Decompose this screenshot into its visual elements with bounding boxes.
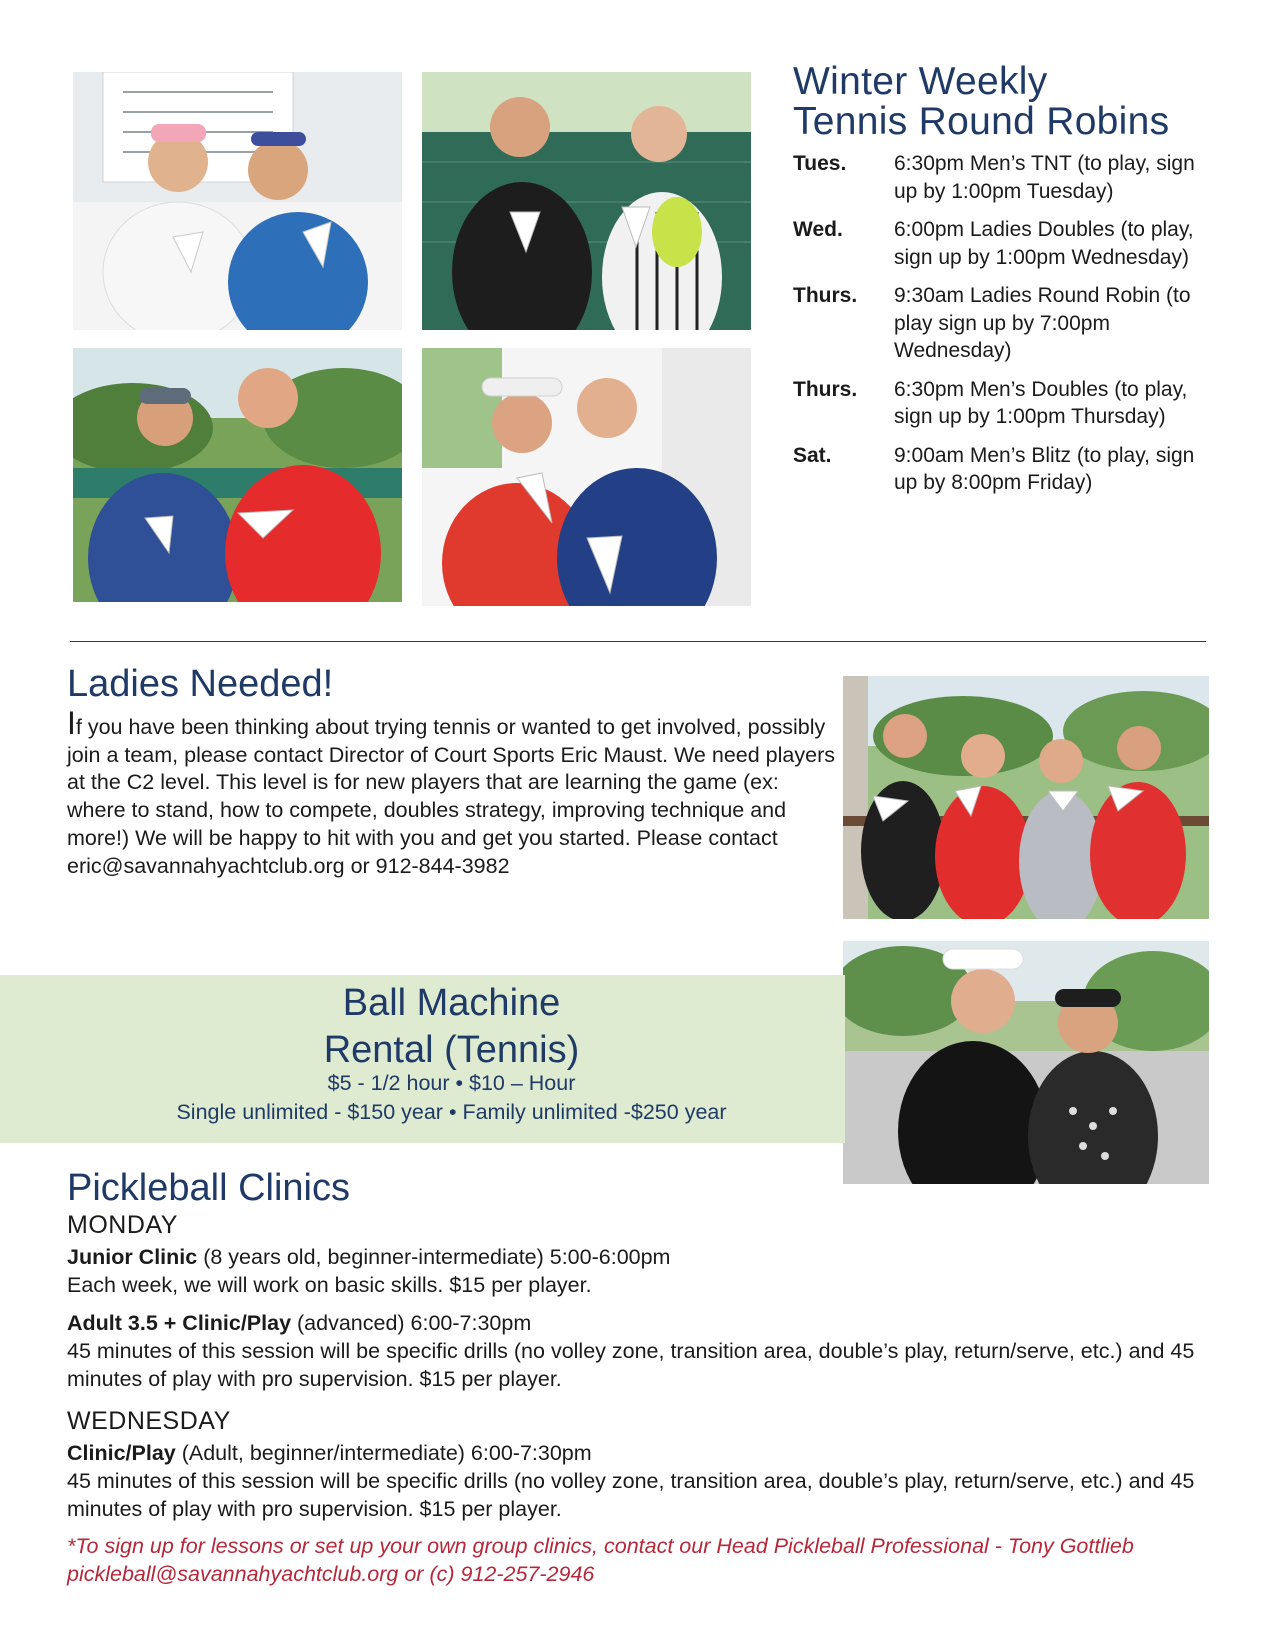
- schedule-day: Wed.: [793, 218, 843, 241]
- ladies-needed-body: [67, 705, 837, 880]
- ball-machine-title: [0, 980, 903, 1074]
- ball-machine-title-line1: Ball Machine: [342, 982, 561, 1024]
- junior-clinic-description: Each week, we will work on basic skills. $15 per player.: [67, 1273, 592, 1297]
- clinic-play-description: 45 minutes of this session will be specific drills (no volley zone, transition area, double’s play, return/serve, etc.) and 45 minutes of play with pro supervision. $15 per player.: [67, 1469, 1195, 1521]
- adult-clinic-line: [67, 1310, 1217, 1338]
- adult-clinic-description: 45 minutes of this session will be specific drills (no volley zone, transition area, double’s play, return/serve, etc.) and 45 minutes of play with pro supervision. $15 per player.: [67, 1339, 1195, 1391]
- photo-four-women-bunting: [843, 676, 1209, 919]
- photo-two-women-bunting-3: [422, 348, 751, 606]
- schedule-detail: 6:30pm Men’s Doubles (to play, sign up by 1:00pm Thursday): [894, 377, 1188, 428]
- photo-two-women-bunting-1: [73, 72, 402, 330]
- clinic-play-detail: (Adult, beginner/intermediate) 6:00-7:30pm: [175, 1441, 592, 1465]
- junior-clinic-label: Junior Clinic: [67, 1245, 198, 1269]
- junior-clinic-line: [67, 1244, 1217, 1272]
- photo-two-men-bunting: [73, 348, 402, 602]
- schedule-detail: 9:30am Ladies Round Robin (to play sign up by 7:00pm Wednesday): [894, 284, 1191, 362]
- ball-machine-price-line2: Single unlimited - $150 year • Family unlimited -$250 year: [176, 1100, 727, 1124]
- winter-round-robins-title: [793, 62, 1169, 142]
- schedule-detail: 6:30pm Men’s TNT (to play, sign up by 1:00pm Tuesday): [894, 152, 1195, 203]
- schedule-row: [793, 150, 1213, 205]
- schedule-row: [793, 216, 1213, 271]
- schedule-day: Thurs.: [793, 377, 858, 401]
- ladies-needed-title: Ladies Needed!: [67, 663, 334, 705]
- photo-two-women-bunting-2: [422, 72, 751, 330]
- round-robin-schedule: [793, 150, 1213, 508]
- monday-heading: MONDAY: [67, 1211, 178, 1239]
- section-divider: [70, 641, 1206, 642]
- schedule-day: Tues.: [793, 152, 847, 175]
- pickleball-clinics-title: Pickleball Clinics: [67, 1167, 350, 1209]
- junior-clinic-detail: (8 years old, beginner-intermediate) 5:00-6:00pm: [197, 1245, 671, 1269]
- drop-cap: I: [67, 705, 76, 741]
- wednesday-heading: WEDNESDAY: [67, 1407, 231, 1435]
- clinic-play-label: Clinic/Play: [67, 1441, 176, 1465]
- schedule-row: [793, 442, 1213, 497]
- adult-clinic-detail: (advanced) 6:00-7:30pm: [291, 1311, 532, 1335]
- ball-machine-title-line2: Rental (Tennis): [323, 1029, 580, 1071]
- schedule-row: [793, 282, 1213, 365]
- ball-machine-price-line1: $5 - 1/2 hour • $10 – Hour: [327, 1071, 576, 1095]
- ladies-needed-text: f you have been thinking about trying tennis or wanted to get involved, possibly join a team, please contact Director of Court Sports Eric Maust. We need players at the C2 level. This level is for new players that are learning the game (ex: where to stand, how to compete, doubles strategy, improving technique and more!) We will be happy to hit with you and get you started. Please contact eric@savannahyachtclub.org or 912-844-3982: [67, 715, 835, 878]
- schedule-detail: 6:00pm Ladies Doubles (to play, sign up by 1:00pm Wednesday): [894, 218, 1194, 269]
- winter-title-line1: Winter Weekly: [793, 60, 1048, 103]
- winter-title-line2: Tennis Round Robins: [793, 100, 1170, 143]
- schedule-detail: 9:00am Men’s Blitz (to play, sign up by 8:00pm Friday): [894, 443, 1195, 494]
- schedule-day: Thurs.: [793, 284, 858, 307]
- clinic-play-line: [67, 1440, 1217, 1468]
- ball-machine-pricing: [0, 1069, 903, 1127]
- adult-clinic-label: Adult 3.5 + Clinic/Play: [67, 1311, 292, 1335]
- pickleball-signup-note: *To sign up for lessons or set up your own group clinics, contact our Head Pickleball Professional - Tony Gottlieb pickleball@savannahyachtclub.org or (c) 912-257-2946: [67, 1534, 1134, 1586]
- schedule-row: [793, 376, 1213, 431]
- schedule-day: Sat.: [793, 443, 832, 467]
